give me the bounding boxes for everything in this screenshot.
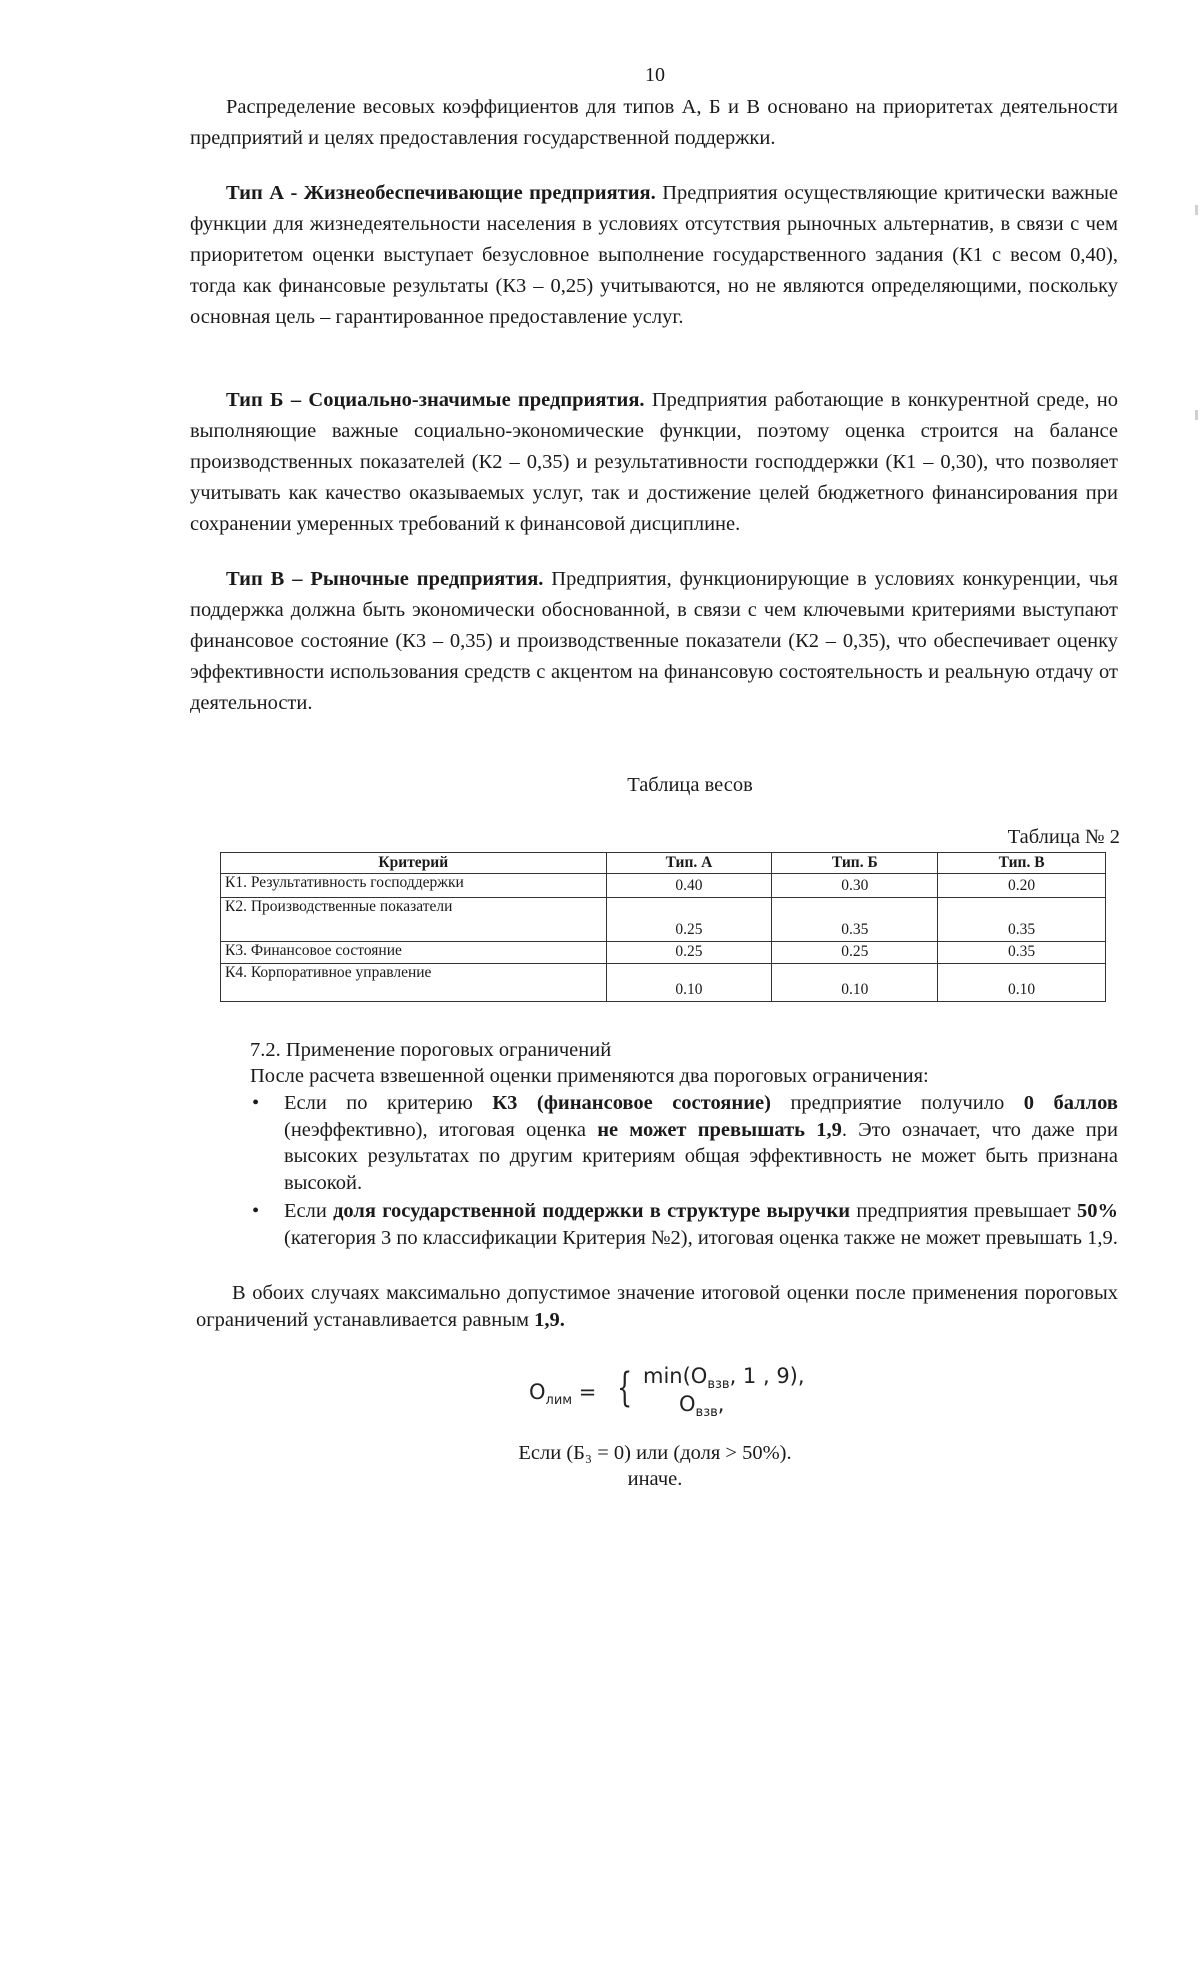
header-criterion: Критерий (221, 853, 607, 874)
bullet-icon: • (252, 1200, 260, 1222)
type-v-text: Предприятия, функционирующие в условиях конкуренции, чья поддержка должна быть экономически обоснованной, в связи с чем ключевыми критериями выступают финансовое состояние (К3 – 0,35) и производственные показатели (К2 – 0,35), что обеспечивает оценку эффективности использования средств с акцентом на финансовую состоятельность и реальную отдачу от деятельности. (190, 568, 1118, 714)
section-title: 7.2. Применение пороговых ограничений (250, 1039, 612, 1061)
table-cell: К2. Производственные показатели (221, 898, 607, 942)
type-a-title: Тип А - Жизнеобеспечивающие предприятия. (226, 182, 656, 204)
type-a-text: Предприятия осуществляющие критически важные функции для жизнедеятельности населения в условиях отсутствия рыночных альтернатив, в связи с чем приоритетом оценки выступает безусловное выполнение государственного задания (К1 с весом 0,40), тогда как финансовые результаты (К3 – 0,25) учитываются, но не являются определяющими, поскольку основная цель – гарантированное предоставление услуг. (190, 182, 1118, 328)
formula-case-2: $О_{взв}$, (679, 1392, 725, 1421)
section-lead: После расчета взвешенной оценки применяются два пороговых ограничения: (250, 1065, 929, 1087)
type-v-paragraph (190, 564, 1118, 719)
table-number: Таблица № 2 (1007, 826, 1120, 848)
formula-case-1: $\min(О_{взв}$, 1 , 9), (643, 1364, 805, 1393)
formula-lhs: $О_{лим}$ = (529, 1380, 597, 1409)
left-brace-icon: { (617, 1365, 633, 1411)
header-type-v: Тип. В (938, 853, 1106, 874)
weights-table (220, 852, 1106, 1002)
table-cell: 0.35 (938, 942, 1106, 964)
scan-mark (1195, 410, 1198, 420)
conclusion-paragraph: В обоих случаях максимально допустимое значение итоговой оценки после применения пороговых ограничений устанавливается равным 1,9. (196, 1282, 1118, 1331)
table-cell: 0.10 (938, 964, 1106, 1002)
header-type-a: Тип. А (606, 853, 772, 874)
table-row (221, 964, 1106, 1002)
table-row (221, 942, 1106, 964)
section-7-2 (250, 1037, 1120, 1089)
table-cell: 0.35 (938, 898, 1106, 942)
table-caption: Таблица весов (627, 774, 753, 796)
table-cell: 0.25 (606, 942, 772, 964)
type-b-title: Тип Б – Социально-значимые предприятия. (226, 389, 645, 411)
threshold-list (250, 1090, 1118, 1253)
table-cell: 0.20 (938, 874, 1106, 898)
formula-otherwise: иначе. (627, 1468, 683, 1490)
table-row (221, 874, 1106, 898)
table-cell: К1. Результативность господдержки (221, 874, 607, 898)
formula-condition: Если (Б₃ = 0) или (доля > 50%). (518, 1442, 792, 1464)
table-cell: К4. Корпоративное управление (221, 964, 607, 1002)
table-cell: 0.10 (772, 964, 938, 1002)
page-number: 10 (645, 64, 665, 86)
type-a-paragraph (190, 178, 1118, 333)
type-b-text: Предприятия работающие в конкурентной среде, но выполняющие важные социально-экономические функции, поэтому оценка строится на балансе производственных показателей (К2 – 0,35) и результативности господдержки (К1 – 0,30), что позволяет учитывать как качество оказываемых услуг, так и достижение целей бюджетного финансирования при сохранении умеренных требований к финансовой дисциплине. (190, 389, 1118, 535)
table-cell: 0.10 (606, 964, 772, 1002)
limit-formula (525, 1362, 825, 1422)
table-cell: 0.40 (606, 874, 772, 898)
scan-mark (1195, 205, 1198, 215)
intro-paragraph: Распределение весовых коэффициентов для типов А, Б и В основано на приоритетах деятельности предприятий и целях предоставления государственной поддержки. (190, 96, 1118, 149)
bullet-icon: • (252, 1092, 260, 1114)
list-item: • Если по критерию К3 (финансовое состояние) предприятие получило 0 баллов (неэффективно), итоговая оценка не может превышать 1,9. Это означает, что даже при высоких результатах по другим критериям общая эффективность не может быть признана высокой. (252, 1092, 1119, 1194)
table-cell: К3. Финансовое состояние (221, 942, 607, 964)
type-v-title: Тип В – Рыночные предприятия. (226, 568, 544, 590)
table-row (221, 898, 1106, 942)
list-item: • Если доля государственной поддержки в структуре выручки предприятия превышает 50% (категория 3 по классификации Критерия №2), итоговая оценка также не может превышать 1,9. (252, 1200, 1118, 1249)
table-cell: 0.25 (606, 898, 772, 942)
type-b-paragraph (190, 385, 1118, 540)
table-cell: 0.25 (772, 942, 938, 964)
table-cell: 0.30 (772, 874, 938, 898)
header-type-b: Тип. Б (772, 853, 938, 874)
table-cell: 0.35 (772, 898, 938, 942)
table-header-row (221, 853, 1106, 874)
